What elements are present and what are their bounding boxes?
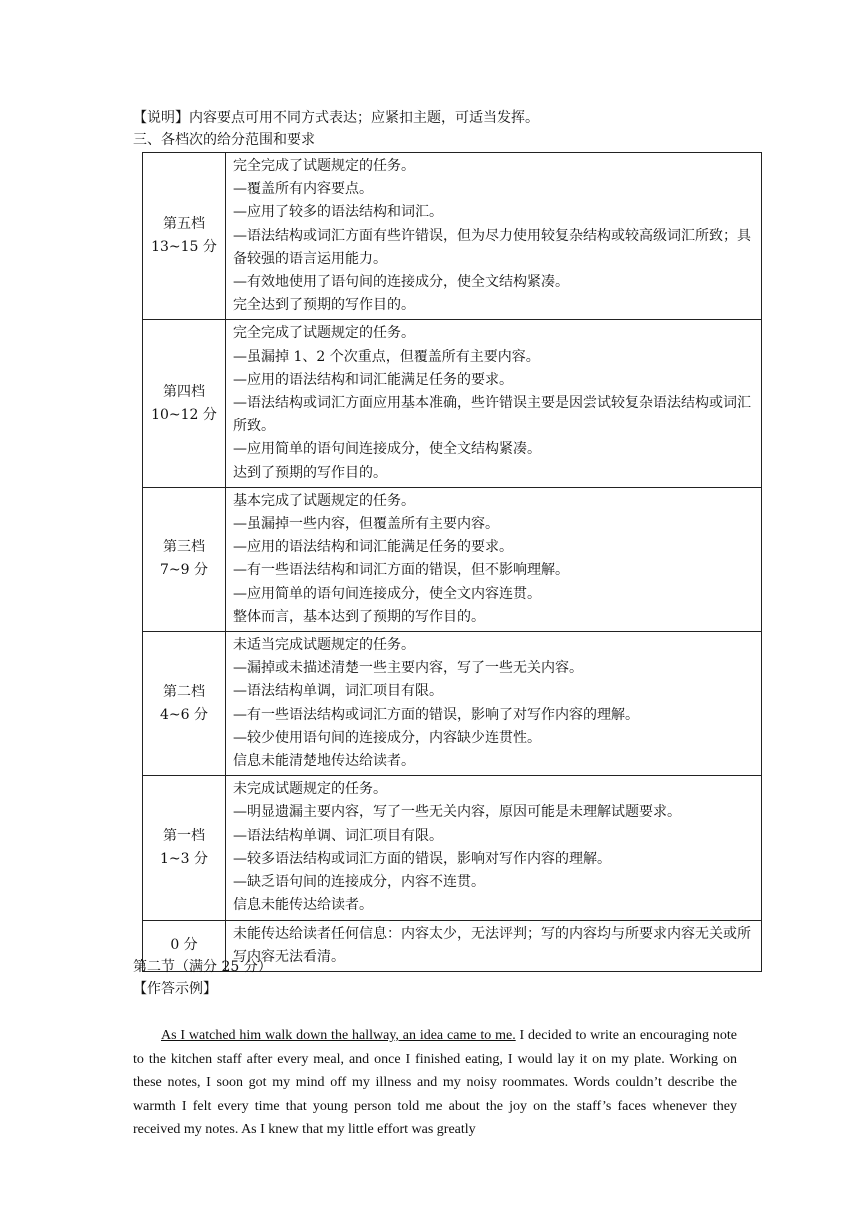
description-line: —应用了较多的语法结构和词汇。: [233, 204, 443, 221]
level-cell: [143, 487, 226, 631]
description-cell: [226, 320, 762, 487]
sample-heading: 【作答示例】: [133, 981, 217, 997]
essay-text: I decided to write an encouraging note to the kitchen staff after every meal, and once I finished eating, I would lay it on my plate. Working on these notes, I soon got my mind off my illness and my noisy roommates. Words couldn’t describe the warmth I felt every time that young person told me about the joy on the staff’s faces whenever they received my notes. As I knew that my little effort was greatly: [133, 1028, 737, 1137]
description-line: —较多语法结构或词汇方面的错误，影响对写作内容的理解。: [233, 850, 611, 867]
description-line: —覆盖所有内容要点。: [233, 181, 373, 198]
level-cell: [143, 153, 226, 320]
level-score: 0 分: [170, 937, 198, 954]
description-line: —较少使用语句间的连接成分，内容缺少连贯性。: [233, 729, 541, 746]
rubric-row: [143, 632, 762, 776]
level-score: 13~15 分: [151, 239, 217, 256]
description-line: 整体而言，基本达到了预期的写作目的。: [233, 608, 485, 625]
section2-heading: 第二节（满分 25 分）: [133, 959, 272, 975]
section-heading: 三、各档次的给分范围和要求: [133, 132, 315, 148]
sample-essay: [133, 1024, 737, 1142]
description-line: —应用的语法结构和词汇能满足任务的要求。: [233, 539, 513, 556]
rubric-row: [143, 487, 762, 631]
description-cell: [226, 632, 762, 776]
description-line: —有效地使用了语句间的连接成分，使全文结构紧凑。: [233, 274, 569, 291]
description-line: —语法结构或词汇方面有些许错误，但为尽力使用较复杂结构或较高级词汇所致；具备较强的语言运用能力。: [233, 227, 751, 267]
description-line: 未适当完成试题规定的任务。: [233, 637, 415, 654]
description-line: —语法结构或词汇方面应用基本准确，些许错误主要是因尝试较复杂语法结构或词汇所致。: [233, 395, 751, 435]
description-line: —语法结构单调、词汇项目有限。: [233, 827, 443, 844]
description-cell: [226, 920, 762, 971]
description-line: 信息未能清楚地传达给读者。: [233, 753, 415, 770]
description-line: 完全完成了试题规定的任务。: [233, 325, 415, 342]
rubric-row: [143, 776, 762, 920]
rubric-table: [142, 152, 762, 972]
description-line: —明显遗漏主要内容，写了一些无关内容，原因可能是未理解试题要求。: [233, 804, 681, 821]
description-line: —有一些语法结构和词汇方面的错误，但不影响理解。: [233, 562, 569, 579]
description-line: 未能传达给读者任何信息：内容太少，无法评判；写的内容均与所要求内容无关或所写内容无法看清。: [233, 925, 751, 965]
level-score: 10~12 分: [151, 406, 217, 423]
description-line: 信息未能传达给读者。: [233, 897, 373, 914]
description-cell: [226, 776, 762, 920]
description-line: —虽漏掉一些内容，但覆盖所有主要内容。: [233, 516, 499, 533]
note-line: 【说明】内容要点可用不同方式表达；应紧扣主题，可适当发挥。: [133, 110, 539, 126]
essay-underlined-sentence: As I watched him walk down the hallway, an idea came to me.: [161, 1028, 516, 1043]
level-score: 7~9 分: [160, 562, 208, 579]
rubric-row: [143, 320, 762, 487]
level-name: 第二档: [163, 683, 205, 700]
rubric-row: [143, 153, 762, 320]
description-line: —语法结构单调，词汇项目有限。: [233, 683, 443, 700]
level-cell: [143, 776, 226, 920]
description-line: —漏掉或未描述清楚一些主要内容，写了一些无关内容。: [233, 660, 583, 677]
description-line: 基本完成了试题规定的任务。: [233, 492, 415, 509]
level-score: 4~6 分: [160, 706, 208, 723]
description-line: 完全完成了试题规定的任务。: [233, 158, 415, 174]
description-line: —有一些语法结构或词汇方面的错误，影响了对写作内容的理解。: [233, 706, 639, 723]
level-cell: [143, 632, 226, 776]
level-cell: [143, 320, 226, 487]
description-line: 未完成试题规定的任务。: [233, 781, 387, 798]
level-name: 第一档: [163, 827, 205, 844]
description-line: —应用简单的语句间连接成分，使全文结构紧凑。: [233, 441, 541, 458]
description-cell: [226, 153, 762, 320]
description-line: —虽漏掉 1、2 个次重点，但覆盖所有主要内容。: [233, 348, 540, 365]
description-line: —应用的语法结构和词汇能满足任务的要求。: [233, 371, 513, 388]
description-line: 完全达到了预期的写作目的。: [233, 297, 415, 314]
level-name: 第五档: [163, 216, 205, 233]
level-name: 第四档: [163, 383, 205, 400]
description-line: —缺乏语句间的连接成分，内容不连贯。: [233, 874, 485, 891]
description-cell: [226, 487, 762, 631]
description-line: 达到了预期的写作目的。: [233, 464, 387, 481]
description-line: —应用简单的语句间连接成分，使全文内容连贯。: [233, 585, 541, 602]
level-name: 第三档: [163, 539, 205, 556]
level-score: 1~3 分: [160, 850, 208, 867]
